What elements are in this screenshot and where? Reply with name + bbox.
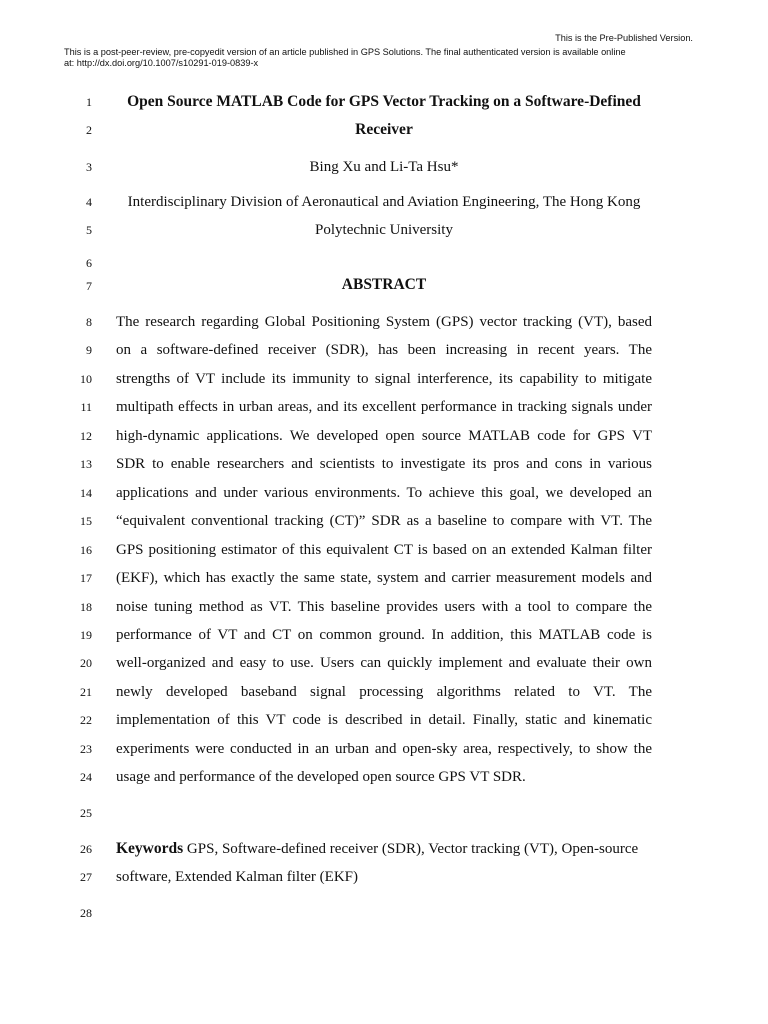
line-number: 17 [80,571,92,585]
keywords-line-1 [116,840,652,858]
line-number: 5 [86,223,92,237]
abstract-line: (EKF), which has exactly the same state, system and carrier measurement models and [116,570,652,586]
line-number: 23 [80,742,92,756]
postprint-notice-line-2: at: http://dx.doi.org/10.1007/s10291-019-0839-x [64,58,259,68]
abstract-line: high-dynamic applications. We developed open source MATLAB code for GPS VT [116,428,652,444]
line-number: 11 [80,400,92,414]
abstract-line: implementation of this VT code is described in detail. Finally, static and kinematic [116,712,652,728]
line-number: 19 [80,628,92,642]
line-number: 8 [86,315,92,329]
abstract-line: SDR to enable researchers and scientists to investigate its pros and cons in various [116,456,652,472]
line-number: 28 [80,906,92,920]
line-number: 14 [80,486,92,500]
abstract-line: GPS positioning estimator of this equivalent CT is based on an extended Kalman filter [116,542,652,558]
line-number: 25 [80,806,92,820]
abstract-line: on a software-defined receiver (SDR), has been increasing in recent years. The [116,342,652,358]
abstract-line: strengths of VT include its immunity to signal interference, its capability to mitigate [116,371,652,387]
abstract-line: performance of VT and CT on common ground. In addition, this MATLAB code is [116,627,652,643]
abstract-line: newly developed baseband signal processing algorithms related to VT. The [116,684,652,700]
abstract-line: applications and under various environments. To achieve this goal, we developed an [116,485,652,501]
abstract-line: usage and performance of the developed open source GPS VT SDR. [116,769,526,785]
keywords-line-2: software, Extended Kalman filter (EKF) [116,869,358,885]
line-number: 15 [80,514,92,528]
line-number: 13 [80,457,92,471]
affiliation-line-2: Polytechnic University [315,222,453,238]
abstract-line: noise tuning method as VT. This baseline provides users with a tool to compare the [116,599,652,615]
line-number: 4 [86,195,92,209]
abstract-line: well-organized and easy to use. Users can quickly implement and evaluate their own [116,655,652,671]
paper-title-line-1: Open Source MATLAB Code for GPS Vector Tracking on a Software-Defined [127,93,641,110]
line-number: 26 [80,842,92,856]
affiliation-line-1: Interdisciplinary Division of Aeronautical and Aviation Engineering, The Hong Kong [127,194,641,210]
line-number-column [0,0,100,1024]
line-number: 6 [86,256,92,270]
line-number: 16 [80,543,92,557]
abstract-heading: ABSTRACT [341,276,427,293]
abstract-line: multipath effects in urban areas, and its excellent performance in tracking signals under [116,399,652,415]
paper-title-line-2: Receiver [355,121,413,138]
line-number: 24 [80,770,92,784]
line-number: 1 [86,95,92,109]
line-number: 7 [86,279,92,293]
keywords-label: Keywords [116,840,184,857]
line-number: 12 [80,429,92,443]
line-number: 18 [80,600,92,614]
line-number: 9 [86,343,92,357]
line-number: 3 [86,160,92,174]
abstract-line: experiments were conducted in an urban and open-sky area, respectively, to show the [116,741,652,757]
preprint-notice: This is the Pre-Published Version. [555,33,693,43]
line-number: 20 [80,656,92,670]
line-number: 27 [80,870,92,884]
abstract-line: “equivalent conventional tracking (CT)” SDR as a baseline to compare with VT. The [116,513,652,529]
line-number: 21 [80,685,92,699]
line-number: 22 [80,713,92,727]
postprint-notice-line-1: This is a post-peer-review, pre-copyedit version of an article published in GPS Solutions. The final authenticated version is available online [64,47,626,57]
keywords-text: GPS, Software-defined receiver (SDR), Vector tracking (VT), Open-source [183,841,639,857]
abstract-line: The research regarding Global Positioning System (GPS) vector tracking (VT), based [116,314,652,330]
line-number: 2 [86,123,92,137]
line-number: 10 [80,372,92,386]
author-list: Bing Xu and Li-Ta Hsu* [309,159,459,175]
